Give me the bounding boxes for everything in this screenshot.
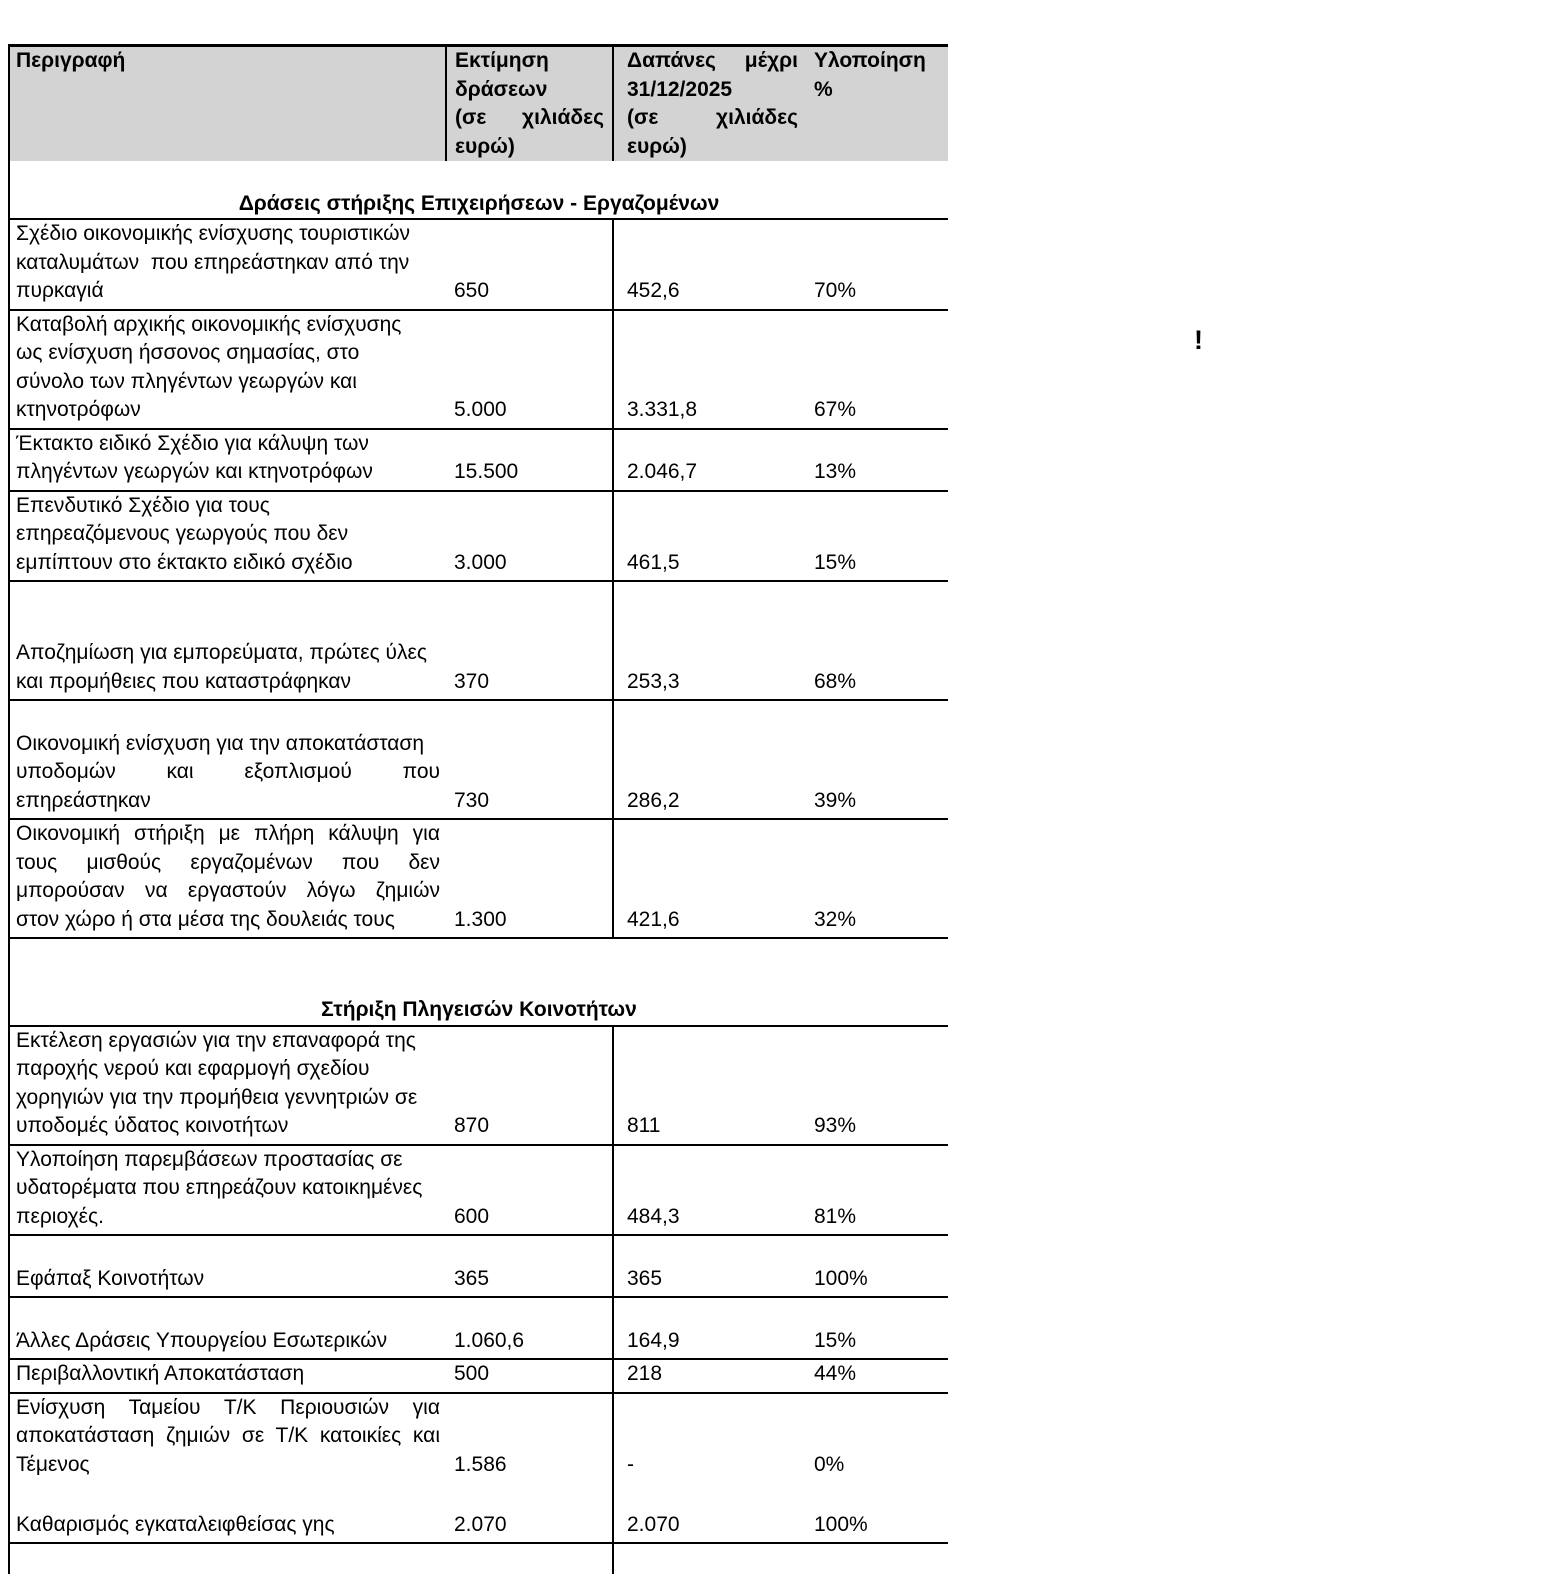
description-line: Επενδυτικό Σχέδιο για τους — [16, 493, 270, 517]
value-text: 44% — [814, 1362, 857, 1385]
partial-row-cutoff — [9, 1543, 948, 1574]
percent-cell — [806, 1393, 948, 1511]
header-line: Υλοποίηση — [814, 49, 926, 72]
description-cell — [9, 1359, 446, 1393]
table-row — [9, 1026, 948, 1145]
description-cell — [9, 491, 446, 582]
description-line: περιοχές. — [16, 1204, 104, 1228]
empty-cell — [446, 1543, 613, 1574]
description-line: μπορούσαν να εργαστούν λόγω ζημιών — [16, 879, 440, 902]
description-line: Σχέδιο οικονομικής ενίσχυσης τουριστικών — [16, 222, 411, 245]
percent-cell — [806, 429, 948, 491]
header-line: ευρώ) — [627, 134, 687, 158]
description-cell — [9, 1393, 446, 1511]
description-line — [10, 701, 446, 730]
description-line: επηρεαζόμενους γεωργούς που δεν — [16, 522, 349, 545]
table-row — [9, 1359, 948, 1393]
value-text: 730 — [454, 788, 490, 812]
description-line: τους μισθούς εργαζομένων που δεν — [16, 850, 440, 874]
description-line: εμπίπτουν στο έκτακτο ειδικό σχέδιο — [16, 550, 353, 574]
value-text: 15% — [814, 550, 857, 574]
section-title-text — [10, 968, 948, 997]
table-row — [9, 819, 948, 938]
section-title-text: Δράσεις στήριξης Επιχειρήσεων - Εργαζομένων — [238, 191, 720, 215]
description-line: Περιβαλλοντική Αποκατάσταση — [16, 1362, 305, 1385]
description-line: παροχής νερού και εφαρμογή σχεδίου — [16, 1057, 370, 1080]
description-line: Καταβολή αρχικής οικονομικής ενίσχυσης — [16, 312, 402, 336]
clipped-text-fragment: ! — [1194, 325, 1203, 355]
estimate-cell — [446, 1359, 613, 1393]
value-text: 2.070 — [454, 1512, 507, 1536]
expenses-cell — [613, 1235, 806, 1297]
header-line: (σε χιλιάδες — [627, 106, 798, 129]
value-text: 15% — [814, 1328, 857, 1352]
value-text: 5.000 — [454, 398, 507, 421]
percent-cell — [806, 581, 948, 700]
header-line: % — [814, 77, 833, 101]
description-line: Καθαρισμός εγκαταλειφθείσας γης — [16, 1512, 335, 1536]
description-cell — [9, 1511, 446, 1544]
percent-cell — [806, 1297, 948, 1359]
expenses-cell — [613, 219, 806, 310]
section-title-text — [10, 939, 948, 968]
description-line: Οικονομική στήριξη με πλήρη κάλυψη για — [16, 822, 440, 845]
description-cell — [9, 1145, 446, 1236]
table-row — [9, 1235, 948, 1297]
description-cell — [9, 429, 446, 491]
header-line: Περιγραφή — [16, 49, 126, 72]
header-line: Εκτίμηση — [455, 49, 549, 72]
description-cell — [9, 1235, 446, 1297]
section-title-cell — [9, 161, 948, 219]
description-line: επηρεάστηκαν — [16, 788, 151, 812]
table-row — [9, 219, 948, 310]
header-line: δράσεων — [455, 77, 548, 101]
value-text: 365 — [454, 1266, 490, 1290]
table-row — [9, 1511, 948, 1544]
value-text: 811 — [627, 1114, 661, 1137]
column-header-implementation — [806, 46, 948, 162]
description-cell — [9, 819, 446, 938]
value-text: 100% — [814, 1266, 868, 1290]
percent-cell — [806, 1511, 948, 1544]
value-text: 0% — [814, 1452, 845, 1476]
description-line: υποδομές ύδατος κοινοτήτων — [16, 1114, 289, 1137]
expenses-cell — [613, 1359, 806, 1393]
estimate-cell — [446, 491, 613, 582]
expenses-cell — [613, 1297, 806, 1359]
expenses-cell — [613, 700, 806, 819]
percent-cell — [806, 219, 948, 310]
table-row — [9, 581, 948, 700]
column-header-description — [9, 46, 446, 162]
section-title-row — [9, 161, 948, 219]
description-line — [10, 1236, 446, 1265]
table-row — [9, 310, 948, 429]
value-text: 421,6 — [627, 907, 680, 931]
value-text: 1.586 — [454, 1452, 507, 1476]
description-line: Εφάπαξ Κοινοτήτων — [16, 1266, 205, 1290]
percent-cell — [806, 491, 948, 582]
estimate-cell — [446, 429, 613, 491]
section-title-row — [9, 938, 948, 1026]
value-text: 32% — [814, 907, 857, 931]
table-row — [9, 1145, 948, 1236]
header-line: ευρώ) — [455, 134, 515, 158]
expenses-cell — [613, 581, 806, 700]
value-text: 81% — [814, 1204, 857, 1228]
table-row — [9, 1297, 948, 1359]
percent-cell — [806, 819, 948, 938]
value-text: 100% — [814, 1512, 868, 1536]
value-text: 164,9 — [627, 1328, 680, 1352]
value-text: 452,6 — [627, 279, 680, 302]
estimate-cell — [446, 581, 613, 700]
value-text: 286,2 — [627, 788, 680, 812]
value-text: 600 — [454, 1204, 490, 1228]
description-line: Αποζημίωση για εμπορεύματα, πρώτες ύλες — [16, 641, 427, 664]
description-line: αποκατάσταση ζημιών σε Τ/Κ κατοικίες και — [16, 1424, 440, 1447]
percent-cell — [806, 1026, 948, 1145]
expenses-cell — [613, 819, 806, 938]
value-text: 650 — [454, 279, 490, 302]
value-text: 3.000 — [454, 550, 507, 574]
description-line — [10, 1298, 446, 1327]
table-row — [9, 700, 948, 819]
description-line: Εκτέλεση εργασιών για την επαναφορά της — [16, 1028, 416, 1052]
description-line: σύνολο των πληγέντων γεωργών και — [16, 369, 357, 393]
expenses-cell — [613, 1511, 806, 1544]
value-text: 484,3 — [627, 1204, 680, 1228]
percent-cell — [806, 1145, 948, 1236]
value-text: 2.046,7 — [627, 460, 698, 483]
description-line: πληγέντων γεωργών και κτηνοτρόφων — [16, 460, 373, 483]
description-cell — [9, 700, 446, 819]
value-text: 365 — [627, 1266, 663, 1290]
header-line: (σε χιλιάδες — [455, 106, 604, 129]
section-title-text: Στήριξη Πληγεισών Κοινοτήτων — [321, 998, 637, 1021]
expenditure-table — [8, 44, 948, 1574]
description-line: Άλλες Δράσεις Υπουργείου Εσωτερικών — [16, 1328, 388, 1352]
estimate-cell — [446, 700, 613, 819]
estimate-cell — [446, 1393, 613, 1511]
table-row — [9, 491, 948, 582]
empty-cell — [613, 1543, 806, 1574]
estimate-cell — [446, 1235, 613, 1297]
header-line: 31/12/2025 — [627, 77, 733, 101]
estimate-cell — [446, 1297, 613, 1359]
value-text: 461,5 — [627, 550, 680, 574]
value-text: 67% — [814, 398, 857, 421]
percent-cell — [806, 310, 948, 429]
empty-cell — [806, 1543, 948, 1574]
description-line: υδατορέματα που επηρεάζουν κατοικημένες — [16, 1176, 423, 1199]
value-text: 15.500 — [454, 460, 519, 483]
value-text: 218 — [627, 1362, 663, 1385]
percent-cell — [806, 700, 948, 819]
value-text: - — [627, 1452, 634, 1476]
expenses-cell — [613, 1026, 806, 1145]
header-line: Δαπάνες μέχρι — [627, 49, 798, 72]
description-line: Υλοποίηση παρεμβάσεων προστασίας σε — [16, 1147, 403, 1171]
value-text: 500 — [454, 1362, 490, 1385]
description-line — [10, 582, 446, 611]
estimate-cell — [446, 1026, 613, 1145]
table-header — [9, 46, 948, 162]
value-text: 68% — [814, 669, 857, 693]
section-title-cell — [9, 938, 948, 1026]
description-line: καταλυμάτων που επηρεάστηκαν από την — [16, 250, 410, 274]
description-cell — [9, 1026, 446, 1145]
estimate-cell — [446, 1511, 613, 1544]
value-text: 70% — [814, 279, 857, 302]
value-text: 13% — [814, 460, 857, 483]
percent-cell — [806, 1359, 948, 1393]
description-line — [10, 1479, 446, 1508]
expenses-cell — [613, 429, 806, 491]
expenses-cell — [613, 310, 806, 429]
empty-cell — [9, 1543, 446, 1574]
description-line: ως ενίσχυση ήσσονος σημασίας, στο — [16, 341, 360, 364]
description-cell — [9, 1297, 446, 1359]
table-row — [9, 429, 948, 491]
value-text: 253,3 — [627, 669, 680, 693]
value-text: 2.070 — [627, 1512, 680, 1536]
expenses-cell — [613, 1393, 806, 1511]
value-text: 370 — [454, 669, 490, 693]
description-line: Οικονομική ενίσχυση για την αποκατάσταση — [16, 731, 425, 755]
value-text: 39% — [814, 788, 857, 812]
description-line: στον χώρο ή στα μέσα της δουλειάς τους — [16, 907, 395, 931]
column-header-expenses — [613, 46, 806, 162]
description-line: υποδομών και εξοπλισμού που — [16, 760, 440, 783]
expenses-cell — [613, 491, 806, 582]
description-line — [10, 611, 446, 640]
description-line: χορηγιών για την προμήθεια γεννητριών σε — [16, 1085, 418, 1109]
column-header-estimate — [446, 46, 613, 162]
description-line: Έκτακτο ειδικό Σχέδιο για κάλυψη των — [16, 431, 369, 455]
percent-cell — [806, 1235, 948, 1297]
estimate-cell — [446, 1145, 613, 1236]
table-header-row — [9, 46, 948, 162]
value-text: 1.300 — [454, 907, 507, 931]
value-text: 93% — [814, 1114, 857, 1137]
expenses-cell — [613, 1145, 806, 1236]
value-text: 1.060,6 — [454, 1328, 525, 1352]
estimate-cell — [446, 819, 613, 938]
description-line: και προμήθειες που καταστράφηκαν — [16, 669, 352, 693]
description-line: κτηνοτρόφων — [16, 398, 141, 421]
description-line: πυρκαγιά — [16, 279, 104, 302]
description-cell — [9, 581, 446, 700]
section-title-text — [10, 161, 948, 190]
estimate-cell — [446, 219, 613, 310]
table-row — [9, 1393, 948, 1511]
description-cell — [9, 310, 446, 429]
value-text: 870 — [454, 1114, 490, 1137]
description-line: Τέμενος — [16, 1452, 90, 1476]
value-text: 3.331,8 — [627, 398, 698, 421]
description-line: Ενίσχυση Ταμείου Τ/Κ Περιουσιών για — [16, 1395, 440, 1419]
description-cell — [9, 219, 446, 310]
estimate-cell — [446, 310, 613, 429]
